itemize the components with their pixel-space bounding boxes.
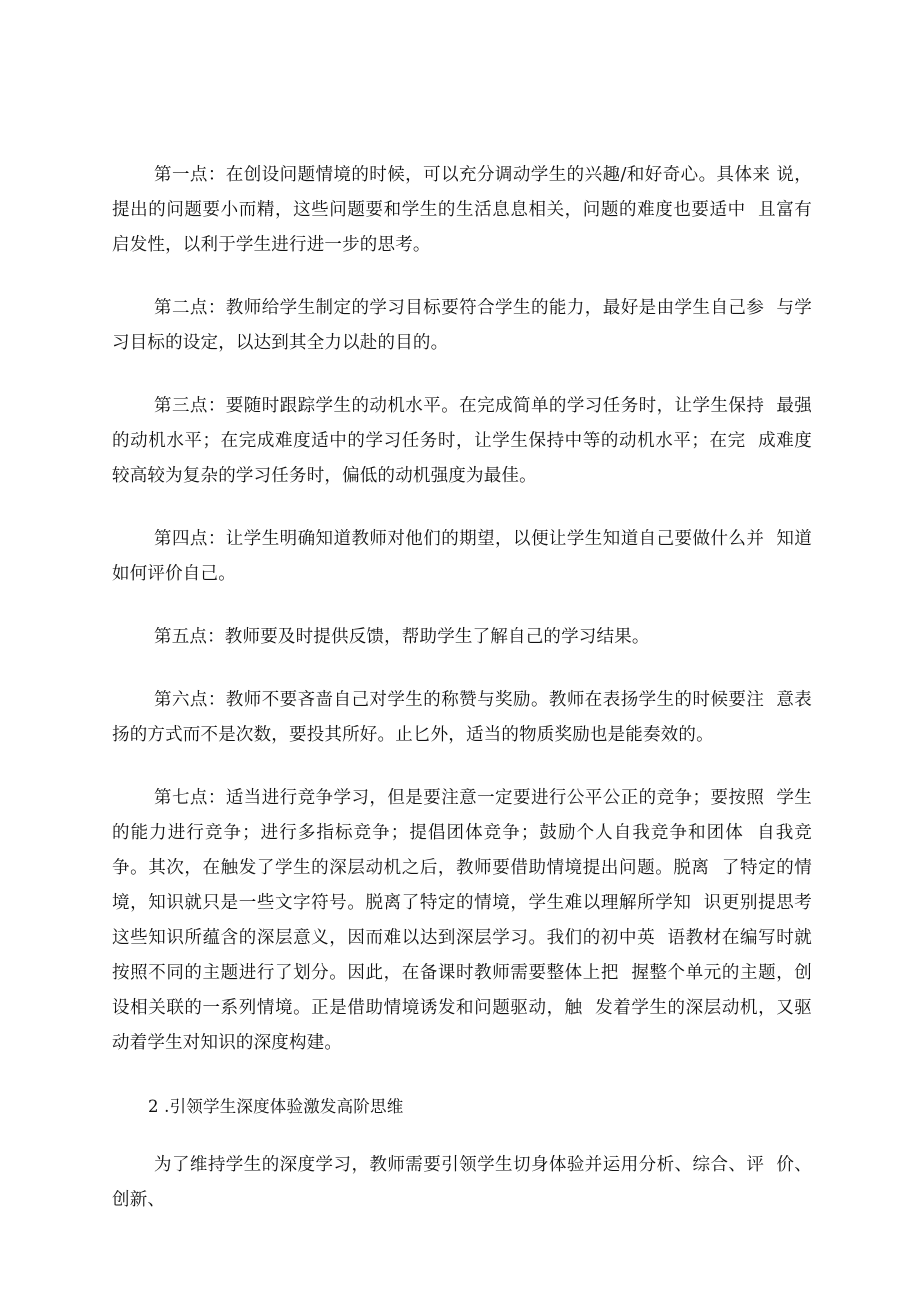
paragraph-point-3: 第三点：要随时跟踪学生的动机水平。在完成简单的学习任务时，让学生保持 最强的动机水平；在完成难度适中的学习任务时，让学生保持中等的动机水平；在完 成难度较高较为复杂的学习任务时，偏低的动机强度为最佳。 xyxy=(112,396,812,486)
paragraph-point-7: 第七点：适当进行竞争学习，但是要注意一定要进行公平公正的竞争；要按照 学生的能力进行竞争；进行多指标竞争；提倡团体竞争；鼓励个人自我竞争和团体 自我竞争。其次，在触发了学生的深层动机之后，教师要借助情境提出问题。脱离 了特定的情境，知识就只是一些文字符号。脱离了特定的情境，学生难以理解所学知 识更别提思考这些知识所蕴含的深层意义，因而难以达到深层学习。我们的初中英 语教材在编写时就按照不同的主题进行了划分。因此，在备课时教师需要整体上把 握整个单元的主题，创设相关联的一系列情境。正是借助情境诱发和问题驱动，触 发着学生的深层动机，又驱动着学生对知识的深度构建。 xyxy=(112,788,812,1053)
paragraph-point-6: 第六点：教师不要吝啬自己对学生的称赞与奖励。教师在表扬学生的时候要注 意表扬的方式而不是次数，要投其所好。止匕外，适当的物质奖励也是能奏效的。 xyxy=(112,690,812,745)
paragraph-point-2: 第二点：教师给学生制定的学习目标要符合学生的能力，最好是由学生自己参 与学习目标的设定，以达到其全力以赴的目的。 xyxy=(112,298,812,353)
paragraph-point-5: 第五点：教师要及时提供反馈，帮助学生了解自己的学习结果。 xyxy=(154,627,650,647)
paragraph-point-4: 第四点：让学生明确知道教师对他们的期望，以便让学生知道自己要做什么并 知道如何评价自己。 xyxy=(112,529,812,584)
paragraph-final: 为了维持学生的深度学习，教师需要引领学生切身体验并运用分析、综合、评 价、创新、 xyxy=(112,1155,812,1210)
paragraph-point-1: 第一点：在创设问题情境的时候，可以充分调动学生的兴趣/和好奇心。具体来 说，提出的问题要小而精，这些问题要和学生的生活息息相关，问题的难度也要适中 且富有启发性，以利于学生进行进一步的思考。 xyxy=(112,165,812,255)
section-heading: 2 .引领学生深度体验激发高阶思维 xyxy=(148,1097,404,1116)
document-body xyxy=(112,158,812,1246)
